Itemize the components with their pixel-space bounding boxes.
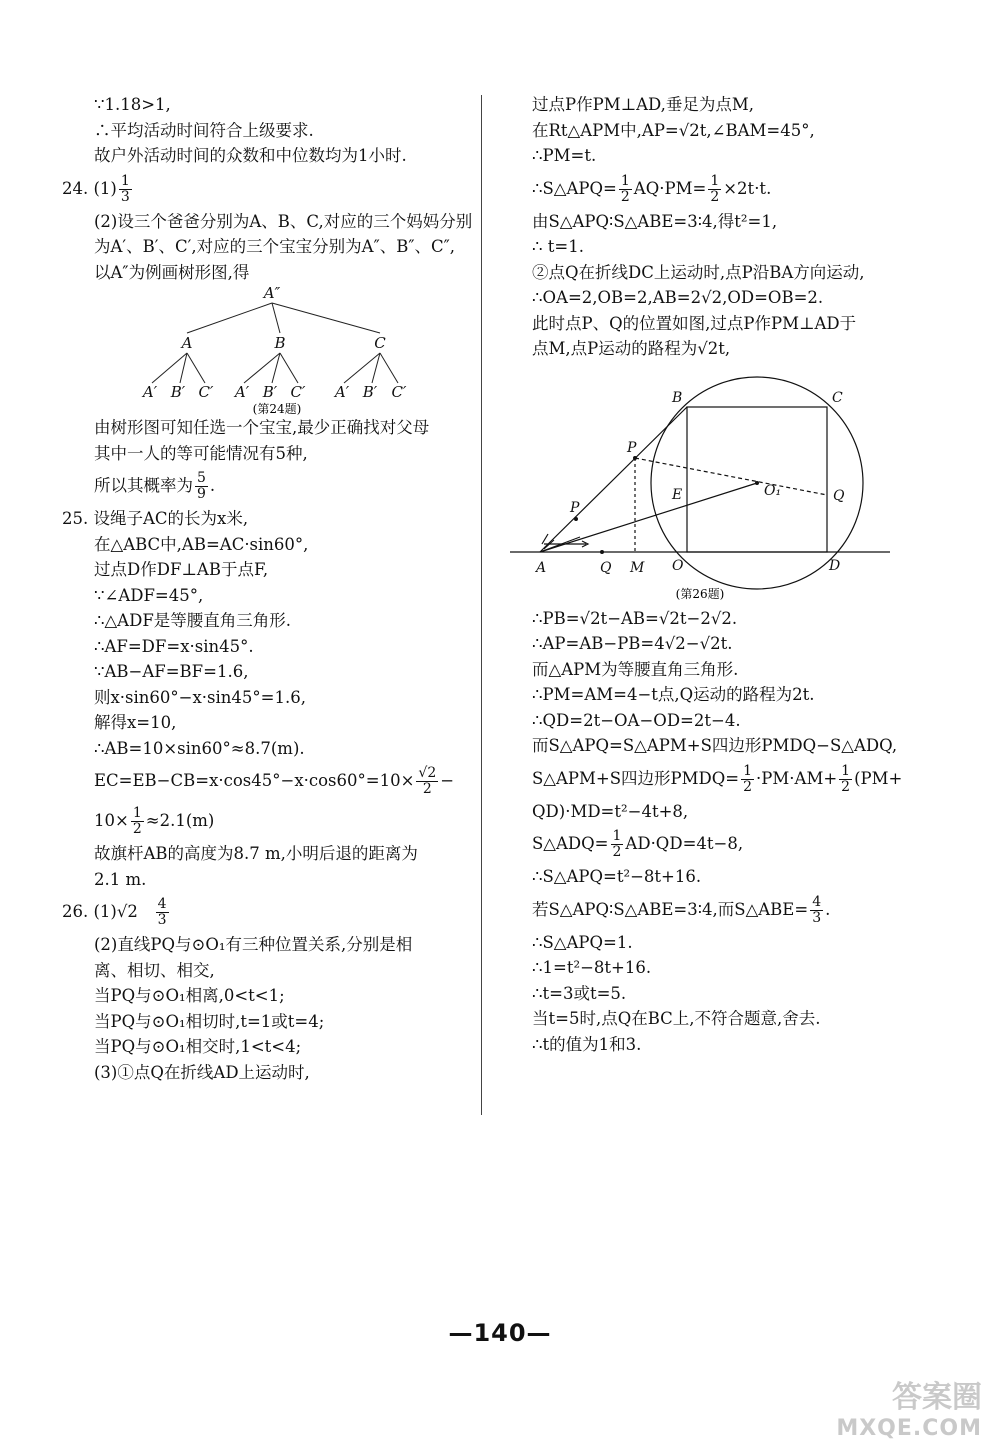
fraction: $\frac{√2}{2}$ [418,765,437,797]
text-line: (3)①点Q在折线AD上运动时, [94,1062,310,1082]
text-line: ∴△ADF是等腰直角三角形. [94,611,292,630]
fraction: $\frac{4}{3}$ [157,896,167,928]
text-line: 当t=5时,点Q在BC上,不符合题意,舍去. [532,1009,821,1028]
text-line: 过点D作DF⊥AB于点F, [94,560,269,579]
q24-label: 24. (1) [62,178,117,198]
tree-leaf: B′ [170,383,186,401]
area-line: S△APM+S四边形PMDQ= $\frac{1}{2}$ ·PM·AM+ $\frac{1}{2}$ (PM+ [532,762,903,795]
point-label: C [832,389,843,406]
text-line: 故户外活动时间的众数和中位数均为1小时. [94,146,407,165]
text-line: ∴OA=2,OB=2,AB=2√2,OD=OB=2. [532,288,824,307]
tree-node: A [181,334,193,352]
fraction: $\frac{1}{2}$ [612,828,622,860]
point-label: M [630,559,645,576]
point-label: B [672,389,683,406]
text-line: ∴S△APQ=t²−8t+16. [532,867,702,886]
text-line: ∴PB=√2t−AB=√2t−2√2. [532,608,738,628]
text-line: 当PQ与⊙O₁相离,0<t<1; [94,986,285,1005]
tree-leaf: C′ [198,383,214,401]
text-line: ∴S△APQ=1. [532,932,633,952]
text-line: 解得x=10, [94,713,177,732]
text-line: 此时点P、Q的位置如图,过点P作PM⊥AD于 [532,313,857,333]
tree-leaf: A′ [334,383,350,401]
point-label: D [829,557,841,574]
page-number: —140— [448,1319,552,1347]
tree-leaf: A′ [234,383,250,401]
text-line: 在Rt△APM中,AP=√2t,∠BAM=45°, [532,120,815,140]
text-line: ②点Q在折线DC上运动时,点P沿BA方向运动, [532,262,865,282]
tree-node: C [374,334,386,352]
text-line: ∴PM=AM=4−t点,Q运动的路程为2t. [532,685,815,704]
tree-diagram [122,285,442,415]
watermark [836,1372,982,1441]
probability-line: 所以其概率为 $\frac{5}{9}$ . [94,470,216,502]
tree-node: B [274,334,286,352]
text-line: 25. 设绳子AC的长为x米, [62,509,249,528]
watermark-url: MXQE.COM [836,1416,982,1441]
text-line: ∵∠ADF=45°, [94,585,204,605]
point-label: Q [600,559,612,576]
text-line: ∴t的值为1和3. [532,1034,642,1054]
q26-part1: 26. (1)√2 $\frac{4}{3}$ [62,896,167,928]
text-line: ∴PM=t. [532,146,597,165]
text-line: 点M,点P运动的路程为√2t, [532,339,731,358]
tree-root: A″ [263,285,281,302]
fraction: $\frac{1}{2}$ [710,172,720,205]
text-line: 其中一人的等可能情况有5种, [94,443,308,463]
tree-leaf: B′ [362,383,378,401]
ec-line: EC=EB−CB=x·cos45°−x·cos60°=10× $\frac{√2}{2}$ − [94,765,455,797]
text-line: ∵1.18>1, [94,95,171,114]
text-line: 在△ABC中,AB=AC·sin60°, [94,534,309,554]
text-line: (2)直线PQ与⊙O₁有三种位置关系,分别是相 [94,935,413,954]
tree-leaf: C′ [391,383,407,401]
fraction: $\frac{5}{9}$ [197,470,206,502]
text-line: ∵AB−AF=BF=1.6, [94,662,249,681]
text-line: ∴AP=AB−PB=4√2−√2t. [532,634,733,653]
column-divider [481,95,482,1115]
text-line: ∴AB=10×sin60°≈8.7(m). [94,738,305,758]
fraction: $\frac{1}{2}$ [132,805,142,837]
text-line: 离、相切、相交, [94,960,215,980]
area-line: ∴S△APQ= $\frac{1}{2}$ AQ·PM= $\frac{1}{2}$ ×2t·t. [532,172,772,205]
text-line: QD)·MD=t²−4t+8, [532,801,689,821]
text-line: 由树形图可知任选一个宝宝,最少正确找对父母 [94,418,430,437]
figure-caption: (第24题) [252,402,302,415]
text-line: 而S△APQ=S△APM+S四边形PMDQ−S△ADQ, [532,736,898,755]
point-label: Q [833,487,845,504]
tree-leaf: C′ [290,383,306,401]
text-line: ∴平均活动时间符合上级要求. [94,120,314,140]
geometry-figure [500,362,895,602]
point-label: P [570,499,580,516]
tree-leaf: A′ [142,383,158,401]
text-line: ∴QD=2t−OA−OD=2t−4. [532,710,741,730]
fraction: $\frac{1}{3}$ [120,172,130,205]
fraction: $\frac{1}{2}$ [743,762,753,795]
text-line: 以A″为例画树形图,得 [94,262,250,282]
fraction: $\frac{1}{2}$ [841,762,851,795]
point-label: O₁ [764,482,782,499]
point-label: O [672,557,684,574]
watermark-text: 答案圈 [892,1380,982,1415]
fraction: $\frac{4}{3}$ [812,893,822,926]
text-line: 当PQ与⊙O₁相交时,1<t<4; [94,1037,302,1056]
ratio-line: 若S△APQ∶S△ABE=3∶4,而S△ABE= $\frac{4}{3}$ . [532,893,831,926]
text-line: 则x·sin60°−x·sin45°=1.6, [94,687,306,707]
point-label: E [672,486,683,503]
point-label: A [536,559,547,576]
fraction: $\frac{1}{2}$ [620,172,630,205]
right-column [500,92,903,1057]
text-line: 过点P作PM⊥AD,垂足为点M, [532,95,755,114]
ec-line-2: 10× $\frac{1}{2}$ ≈2.1(m) [94,805,215,837]
left-column [62,92,473,1085]
text-line: ∴1=t²−8t+16. [532,958,652,977]
text-line: ∴t=3或t=5. [532,983,627,1003]
text-line: 而△APM为等腰直角三角形. [532,659,739,679]
figure-caption: (第26题) [675,586,725,601]
text-line: (2)设三个爸爸分别为A、B、C,对应的三个妈妈分别 [94,211,473,231]
text-line: 由S△APQ∶S△ABE=3∶4,得t²=1, [532,211,778,231]
text-line: 2.1 m. [94,869,147,889]
area-line: S△ADQ= $\frac{1}{2}$ AD·QD=4t−8, [532,828,744,860]
text-line: 当PQ与⊙O₁相切时,t=1或t=4; [94,1011,325,1031]
text-line: 故旗杆AB的高度为8.7 m,小明后退的距离为 [94,844,418,863]
text-line: ∴ t=1. [532,237,584,256]
point-label: P [627,439,637,456]
q24-part1 [62,169,467,209]
tree-leaf: B′ [262,383,278,401]
text-line: 为A′、B′、C′,对应的三个宝宝分别为A″、B″、C″, [94,237,456,256]
text-line: ∴AF=DF=x·sin45°. [94,636,254,656]
